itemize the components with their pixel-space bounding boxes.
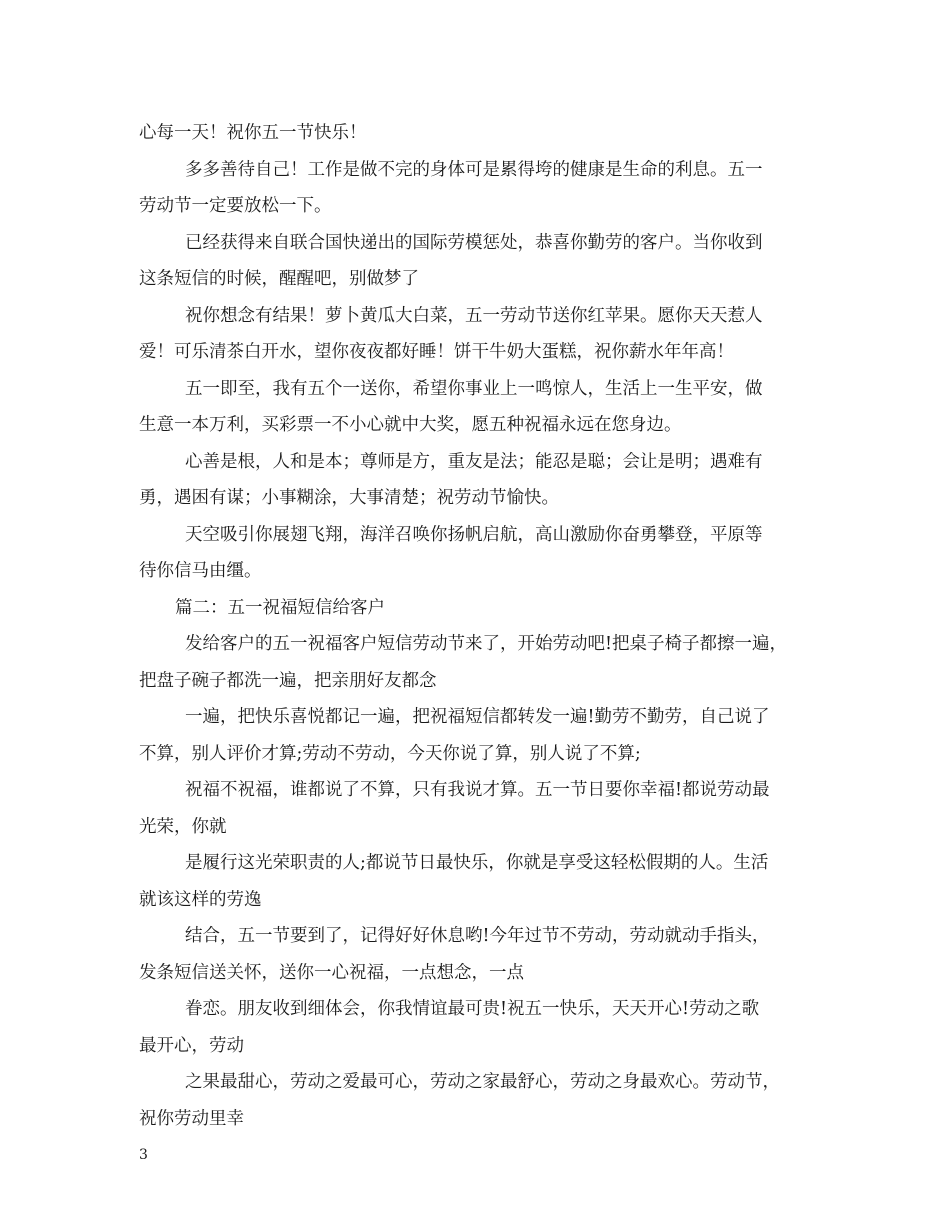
text-line: 心每一天！祝你五一节快乐！ [139,123,367,143]
page-number: 3 [139,1147,148,1163]
text-line: 天空吸引你展翅飞翔，海洋召唤你扬帆启航，高山激励你奋勇攀登，平原等 [185,524,763,545]
text-line: 之果最甜心，劳动之爱最可心，劳动之家最舒心，劳动之身最欢心。劳动节， [185,1072,780,1092]
text-line: 光荣，你就 [139,816,227,837]
text-line: 劳动节一定要放松一下。 [139,196,332,216]
text-line: 生意一本万利，买彩票一不小心就中大奖，愿五种祝福永远在您身边。 [139,415,682,435]
text-line: 勇，遇困有谋；小事糊涂，大事清楚；祝劳动节愉快。 [139,488,559,508]
text-line: 已经获得来自联合国快递出的国际劳模惩处，恭喜你勤劳的客户。当你收到 [185,232,763,253]
text-line: 发条短信送关怀，送你一心祝福，一点想念，一点 [139,962,524,983]
text-line: 发给客户的五一祝福客户短信劳动节来了，开始劳动吧!把桌子椅子都擦一遍， [185,634,788,654]
text-line: 多多善待自己！工作是做不完的身体可是累得垮的健康是生命的利息。五一 [185,159,763,180]
text-line: 一遍，把快乐喜悦都记一遍，把祝福短信都转发一遍!勤劳不勤劳，自己说了 [185,707,770,727]
text-line: 不算，别人评价才算;劳动不劳动，今天你说了算，别人说了不算; [139,743,641,764]
text-line: 就该这样的劳逸 [139,889,262,910]
text-line: 心善是根，人和是本；尊师是方，重友是法；能忍是聪；会让是明；遇难有 [185,451,763,472]
text-line: 爱！可乐清茶白开水，望你夜夜都好睡！饼干牛奶大蛋糕，祝你薪水年年高！ [139,342,734,362]
text-line: 最开心，劳动 [139,1035,244,1056]
text-line: 祝福不祝福，谁都说了不算，只有我说才算。五一节日要你幸福!都说劳动最 [185,780,770,800]
text-line: 祝你劳动里幸 [139,1108,244,1129]
text-line: 待你信马由缰。 [139,561,262,581]
section-heading: 篇二：五一祝福短信给客户 [175,597,385,618]
text-line: 这条短信的时候，醒醒吧，别做梦了 [139,269,419,289]
text-line: 结合，五一节要到了，记得好好休息哟!今年过节不劳动，劳动就动手指头， [185,926,770,946]
text-line: 是履行这光荣职责的人;都说节日最快乐，你就是享受这轻松假期的人。生活 [185,853,769,873]
text-line: 把盘子碗子都洗一遍，把亲朋好友都念 [139,670,437,691]
text-line: 五一即至，我有五个一送你，希望你事业上一鸣惊人，生活上一生平安，做 [185,378,763,399]
document-body [139,115,819,1137]
text-line: 眷恋。朋友收到细体会，你我情谊最可贵!祝五一快乐，天天开心!劳动之歌 [185,999,760,1019]
text-line: 祝你想念有结果！萝卜黄瓜大白菜，五一劳动节送你红苹果。愿你天天惹人 [185,305,763,326]
